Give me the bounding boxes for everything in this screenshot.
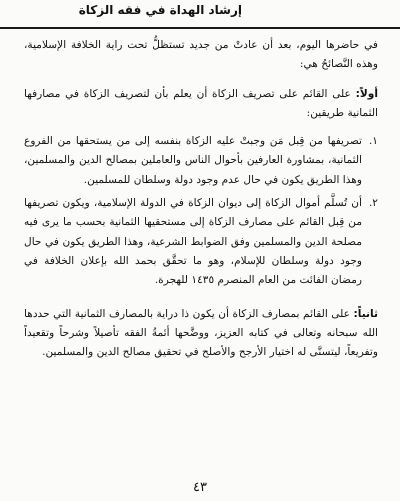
- first-advice-text: على القائم على تصريف الزكاة أن يعلم بأن لتصريف الزكاة في مصارفها الثمانية طريقين:: [24, 87, 378, 119]
- page-number: ٤٣: [193, 480, 207, 495]
- first-advice-list: [24, 132, 378, 290]
- list-item-text: أن تُسلَّم أموال الزكاة إلى ديوان الزكاة في الدولة الإسلامية، ويكون تصريفها من قِبل القائم على مصارف الزكاة إلى مستحقيها الثمانية بحسب ما يرى فيه مصلحة الدين والمسلمين وفق الضوابط الشرعية، وهذا الطريق يكون في حال وجود دولة وسلطان للإسلام، وهو ما تحقَّق بحمد الله بإعلان الخلافة في رمضان الفائت من العام المنصرم ١٤٣٥ للهجرة.: [24, 197, 362, 287]
- first-advice: [24, 85, 378, 291]
- second-advice-text: على القائم بمصارف الزكاة أن يكون ذا دراية بالمصارف الثمانية التي حددها الله سبحانه وتعالى في كتابه العزيز، ووضَّحها أئمةُ الفقه تأصيلاً وشرحاً وتقعيداً وتفريعاً، ليتسنَّى له اختيار الأرجح والأصلح في تحقيق مصالح الدين والمسلمين.: [24, 307, 378, 359]
- intro-paragraph: في حاضرها اليوم، بعد أن عادتْ من جديد تستظلُّ تحت راية الخلافة الإسلامية، وهذه النَّصائحُ هي:: [24, 39, 378, 71]
- page-body: [24, 36, 378, 362]
- second-advice-label: ثانياً:: [353, 307, 378, 320]
- list-item-text: تصريفها من قِبل مَن وجبتْ عليه الزكاة بنفسه إلى من يستحقها من الفروع الثمانية، بمشاورة العارفين بأحوال الناس والعاملين بمصالح الدين والمسلمين، وهذا الطريق يكون في حال عدم وجود دولة وسلطان للمسلمين.: [24, 135, 362, 186]
- first-advice-paragraph: [24, 85, 378, 124]
- second-advice-paragraph: [24, 305, 378, 363]
- header-title: إرشاد الهداة في فقه الزكاة: [78, 3, 242, 17]
- list-item: [24, 194, 378, 290]
- second-advice: [24, 305, 378, 363]
- list-item-number: ١.: [368, 135, 378, 148]
- first-advice-label: أولاً:: [355, 87, 378, 100]
- running-header: [0, 0, 400, 28]
- list-item: [24, 132, 378, 190]
- header-rule: [0, 27, 400, 29]
- list-item-number: ٢.: [368, 197, 378, 210]
